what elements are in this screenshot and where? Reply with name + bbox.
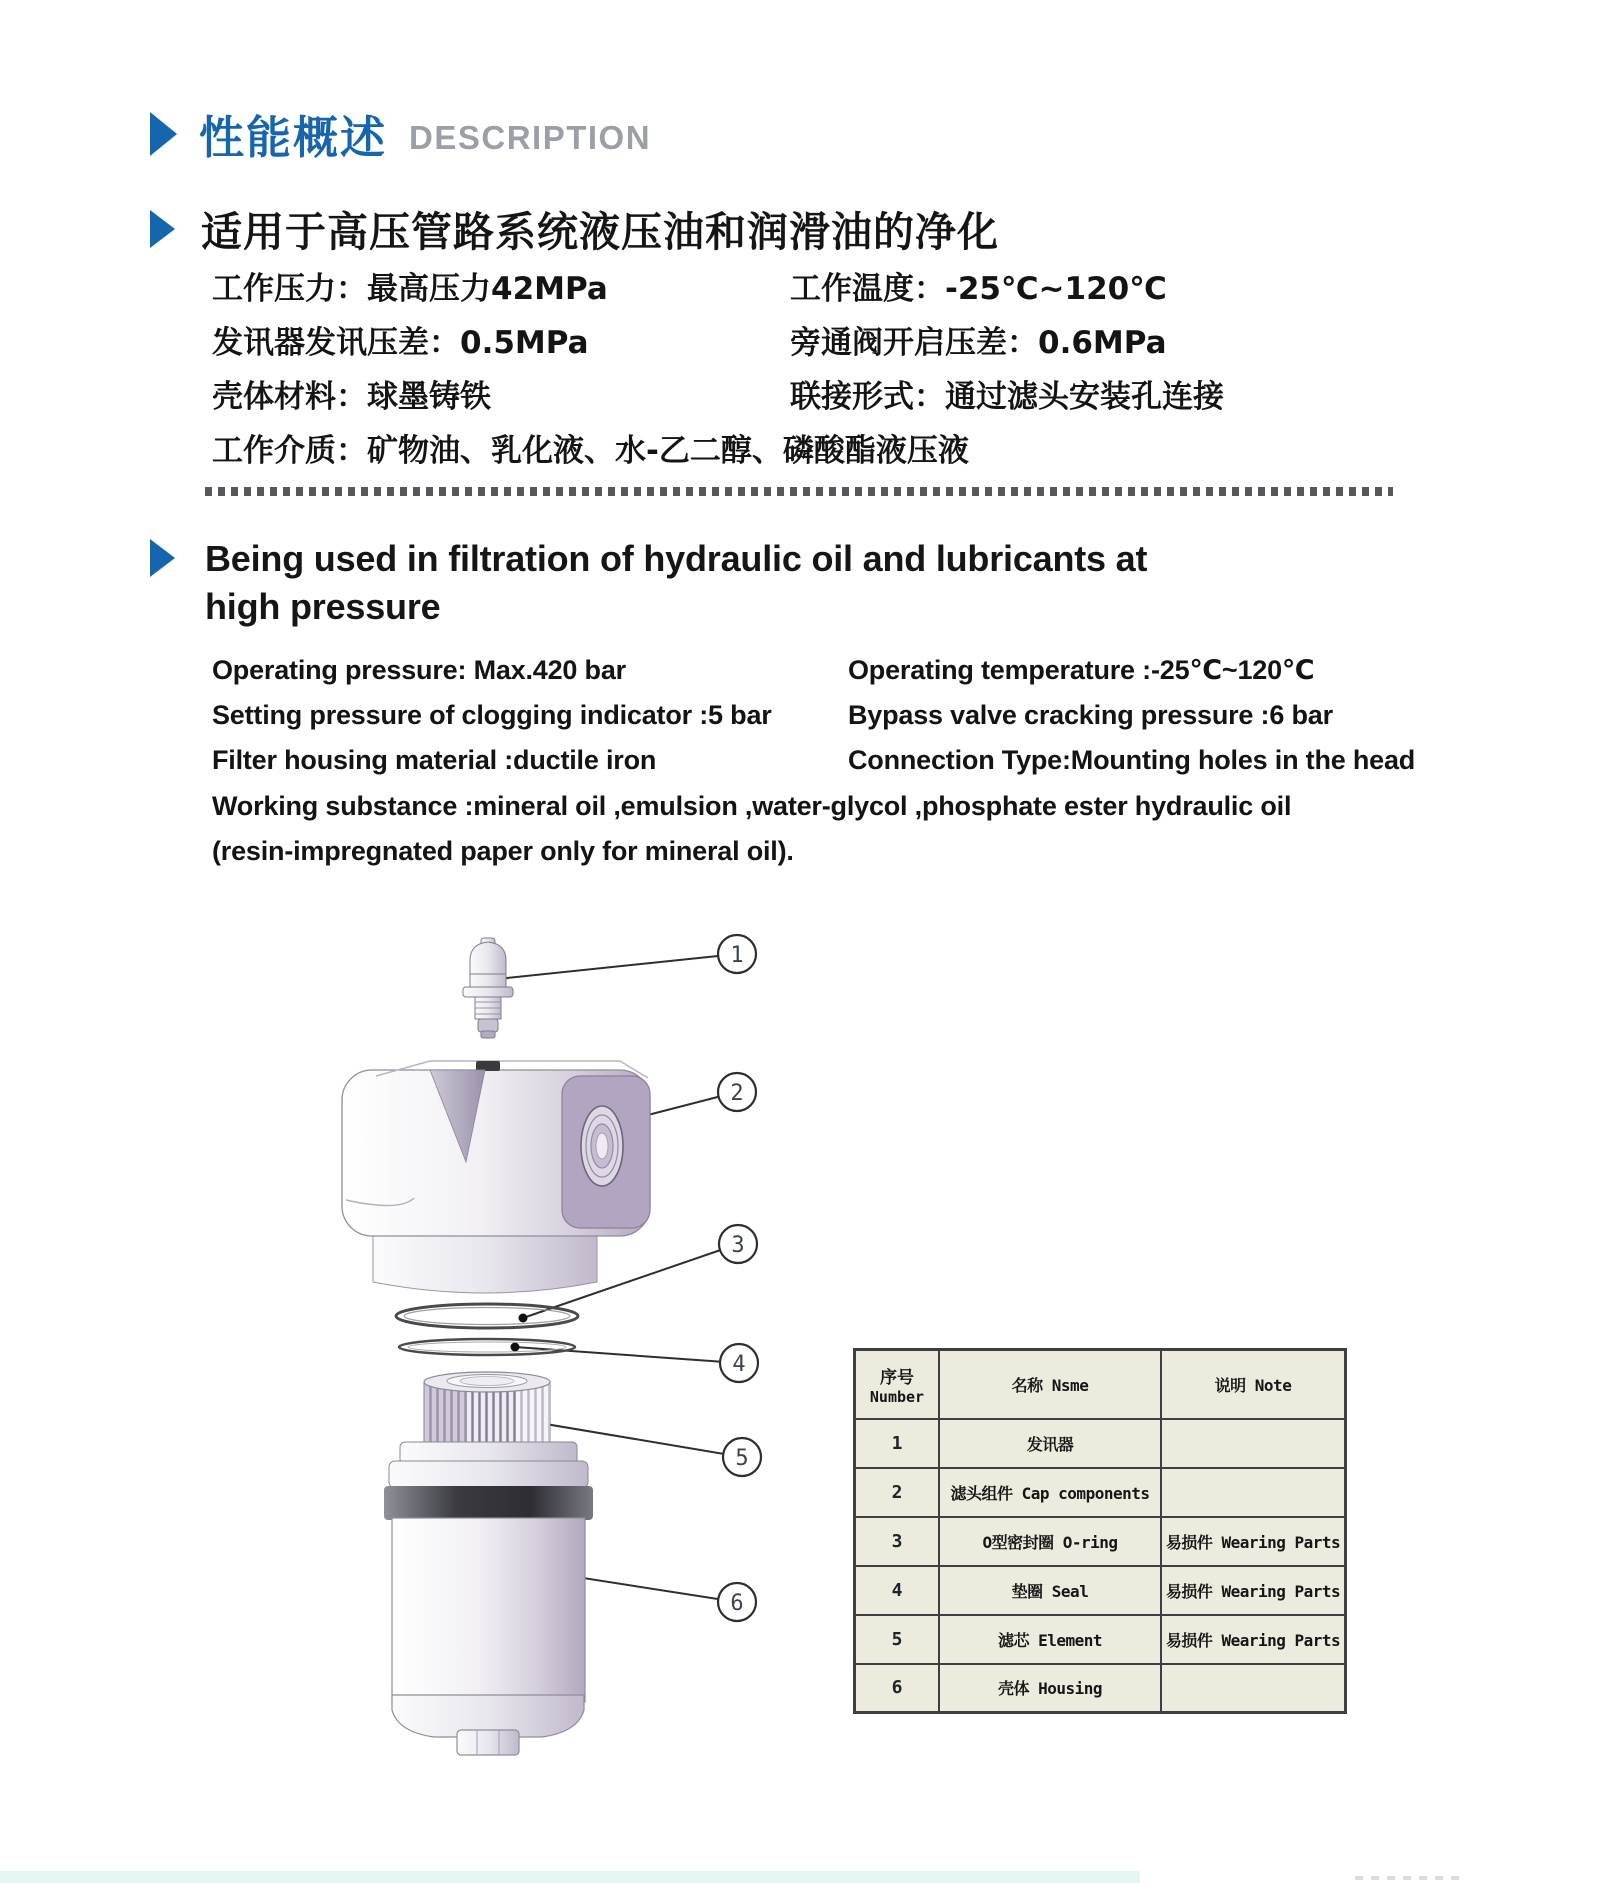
en-heading-line1: Being used in filtration of hydraulic oil and lubricants at xyxy=(205,538,1148,579)
table-row: 6 壳体 Housing xyxy=(855,1664,1346,1713)
cn-spec-temperature: 工作温度：-25℃~120℃ xyxy=(790,271,1167,307)
cn-spec-bypass: 旁通阀开启压差：0.6MPa xyxy=(790,325,1167,361)
callout-4 xyxy=(720,1344,758,1382)
en-spec-indicator: Setting pressure of clogging indicator :5 bar xyxy=(212,700,772,730)
dotted-divider xyxy=(205,487,1393,496)
table-row: 4 垫圈 Seal 易损件 Wearing Parts xyxy=(855,1566,1346,1615)
en-spec-pressure: Operating pressure: Max.420 bar xyxy=(212,655,626,685)
head-neck-drawing xyxy=(373,1230,597,1293)
en-heading-line2: high pressure xyxy=(205,586,441,627)
cn-spec-indicator: 发讯器发讯压差：0.5MPa xyxy=(212,325,589,361)
svg-text:1: 1 xyxy=(730,943,744,968)
cn-spec-connection: 联接形式：通过滤头安装孔连接 xyxy=(790,379,1224,415)
en-spec-bypass: Bypass valve cracking pressure :6 bar xyxy=(848,700,1333,730)
svg-text:2: 2 xyxy=(730,1081,744,1106)
svg-text:3: 3 xyxy=(731,1233,745,1258)
cn-heading xyxy=(150,199,999,258)
svg-text:6: 6 xyxy=(730,1591,744,1616)
drain-plug xyxy=(457,1730,519,1755)
table-header-row xyxy=(855,1350,1346,1419)
table-row: 2 滤头组件 Cap components xyxy=(855,1468,1346,1517)
callout-6 xyxy=(718,1583,756,1621)
parts-table xyxy=(853,1348,1341,1714)
callout-5 xyxy=(723,1438,761,1476)
en-spec-substance-note: (resin-impregnated paper only for mineral oil). xyxy=(212,836,794,866)
indicator-port xyxy=(476,1061,500,1071)
blue-triangle-icon xyxy=(150,210,175,248)
indicator-drawing xyxy=(463,938,513,1038)
header-note: 说明 Note xyxy=(1161,1350,1346,1419)
callout-3 xyxy=(719,1225,757,1263)
table-row: 3 O型密封圈 O-ring 易损件 Wearing Parts xyxy=(855,1517,1346,1566)
en-spec-substance: Working substance :mineral oil ,emulsion ,water-glycol ,phosphate ester hydraulic oil xyxy=(212,791,1292,821)
blue-triangle-icon xyxy=(150,539,175,577)
exploded-view-diagram xyxy=(280,930,790,1770)
section-title-en: DESCRIPTION xyxy=(409,118,652,156)
en-heading-text xyxy=(205,535,1147,631)
cn-spec-pressure: 工作压力：最高压力42MPa xyxy=(212,271,608,307)
callout-1 xyxy=(718,935,756,973)
en-spec-connection: Connection Type:Mounting holes in the head xyxy=(848,745,1416,775)
cn-spec-media: 工作介质：矿物油、乳化液、水-乙二醇、磷酸酯液压液 xyxy=(212,433,969,469)
cn-spec-material: 壳体材料：球墨铸铁 xyxy=(212,379,491,415)
svg-text:4: 4 xyxy=(732,1352,746,1377)
o-ring-drawing xyxy=(396,1304,578,1328)
callout-balloons xyxy=(718,935,761,1621)
threaded-port xyxy=(581,1106,623,1186)
housing-drawing xyxy=(384,1442,593,1755)
seal-drawing xyxy=(399,1339,575,1355)
en-spec-temperature: Operating temperature :-25℃~120℃ xyxy=(848,655,1315,685)
filter-head-drawing xyxy=(342,1061,650,1236)
en-spec-material: Filter housing material :ductile iron xyxy=(212,745,657,775)
page-edge-marks xyxy=(1355,1876,1465,1880)
element-drawing xyxy=(424,1372,550,1444)
table-row: 1 发讯器 xyxy=(855,1419,1346,1468)
svg-text:5: 5 xyxy=(735,1446,749,1471)
en-heading xyxy=(150,535,1147,631)
callout-2 xyxy=(718,1073,756,1111)
table-row: 5 滤芯 Element 易损件 Wearing Parts xyxy=(855,1615,1346,1664)
section-title xyxy=(150,101,651,166)
blue-triangle-icon xyxy=(150,112,177,156)
header-number: 序号 Number xyxy=(855,1350,940,1419)
section-title-cn: 性能概述 xyxy=(199,111,388,164)
cn-heading-text: 适用于高压管路系统液压油和润滑油的净化 xyxy=(201,208,999,256)
housing-dark-band xyxy=(384,1486,593,1520)
page-edge-strip xyxy=(0,1871,1140,1883)
header-name: 名称 Nsme xyxy=(939,1350,1161,1419)
